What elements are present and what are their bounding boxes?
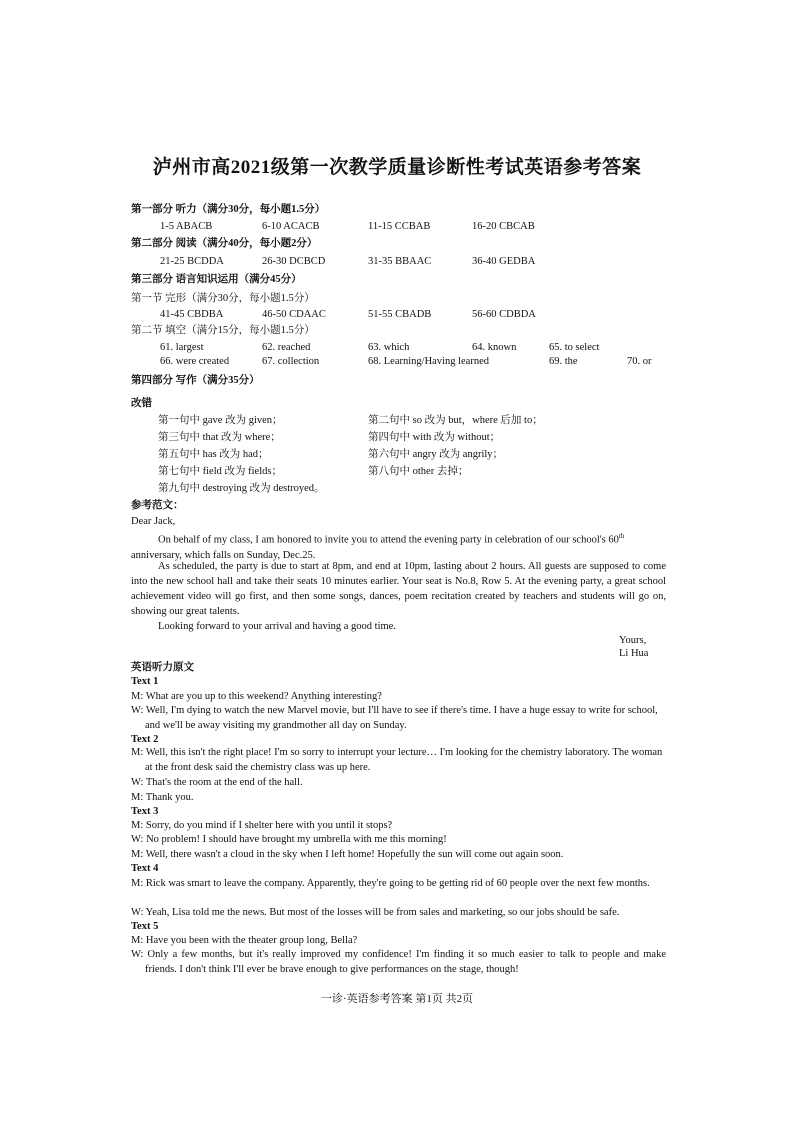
transcript-line: M: What are you up to this weekend? Anything interesting?: [131, 691, 382, 702]
letter-paragraph: [131, 529, 666, 563]
fill-answer: 62. reached: [262, 342, 311, 353]
answer-group: 36-40 GEDBA: [472, 256, 536, 267]
letter-greeting: Dear Jack,: [131, 516, 176, 527]
correction-item: 第二句中 so 改为 but，where 后加 to；: [368, 415, 543, 426]
correction-item: 第三句中 that 改为 where；: [158, 432, 281, 443]
page-footer: 一诊·英语参考答案 第1页 共2页: [320, 993, 474, 1005]
part1-heading: 第一部分 听力（满分30分，每小题1.5分）: [131, 204, 326, 215]
transcript-line: W: No problem! I should have brought my umbrella with me this morning!: [131, 834, 447, 845]
transcript-line: M: Well, this isn't the right place! I'm so sorry to interrupt your lecture… I'm looking for the chemistry laboratory. The woman at the front desk said the chemistry class was up here.: [131, 747, 663, 773]
transcript-line: M: Thank you.: [131, 792, 194, 803]
fill-answer: 67. collection: [262, 356, 320, 367]
fill-answer: 64. known: [472, 342, 517, 353]
answer-group: 51-55 CBADB: [368, 309, 432, 320]
listening-heading: 英语听力原文: [131, 662, 194, 673]
correction-item: 第六句中 angry 改为 angrily；: [368, 449, 504, 460]
letter-paragraph-text: On behalf of my class, I am honored to invite you to attend the evening party in celebration of our school's 60: [158, 534, 619, 546]
answer-group: 26-30 DCBCD: [262, 256, 326, 267]
answer-group: 31-35 BBAAC: [368, 256, 432, 267]
answer-group: 16-20 CBCAB: [472, 221, 535, 232]
correction-item: 第四句中 with 改为 without；: [368, 432, 501, 443]
transcript-line: W: Well, I'm dying to watch the new Marvel movie, but I'll have to see if there's time. I have a huge essay to write for school, and we'll be away visiting my grandmother all day on Sunday.: [131, 705, 658, 731]
transcript-line: W: That's the room at the end of the hall.: [131, 777, 303, 788]
text-label: Text 4: [131, 863, 159, 874]
letter-paragraph: Looking forward to your arrival and having a good time.: [158, 621, 396, 632]
letter-closing: Yours,: [619, 635, 647, 646]
fill-answer: 63. which: [368, 342, 410, 353]
answer-group: 11-15 CCBAB: [368, 221, 431, 232]
transcript-line: W: Yeah, Lisa told me the news. But most of the losses will be from sales and marketing, so our jobs should be safe.: [131, 907, 620, 918]
fill-answer: 69. the: [549, 356, 578, 367]
text-label: Text 3: [131, 806, 159, 817]
transcript-line: M: Sorry, do you mind if I shelter here with you until it stops?: [131, 820, 393, 831]
correction-item: 第五句中 has 改为 had；: [158, 449, 269, 460]
answer-group: 41-45 CBDBA: [160, 309, 224, 320]
fill-answer: 68. Learning/Having learned: [368, 356, 489, 367]
fill-answer: 70. or: [627, 356, 652, 367]
part3-section2-heading: 第二节 填空（满分15分，每小题1.5分）: [131, 325, 315, 336]
answer-group: 6-10 ACACB: [262, 221, 320, 232]
answer-group: 21-25 BCDDA: [160, 256, 224, 267]
fill-answer: 61. largest: [160, 342, 204, 353]
correction-item: 第七句中 field 改为 fields；: [158, 466, 282, 477]
answer-group: 1-5 ABACB: [160, 221, 213, 232]
correction-item: 第九句中 destroying 改为 destroyed。: [158, 483, 325, 494]
fill-answer: 65. to select: [549, 342, 600, 353]
part3-section1-heading: 第一节 完形（满分30分，每小题1.5分）: [131, 293, 315, 304]
sample-heading: 参考范文：: [131, 500, 184, 511]
transcript-line: M: Well, there wasn't a cloud in the sky when I left home! Hopefully the sun will come out again soon.: [131, 849, 564, 860]
letter-signature: Li Hua: [619, 648, 649, 659]
part3-heading: 第三部分 语言知识运用（满分45分）: [131, 274, 302, 285]
part2-heading: 第二部分 阅读（满分40分，每小题2分）: [131, 238, 318, 249]
correction-heading: 改错: [131, 398, 152, 409]
ordinal-suffix: th: [618, 532, 625, 540]
transcript-line: M: Rick was smart to leave the company. Apparently, they're going to be getting rid of 60 people over the next few months.: [131, 878, 650, 889]
part4-heading: 第四部分 写作（满分35分）: [131, 375, 260, 386]
page-title: 泸州市高2021级第一次教学质量诊断性考试英语参考答案: [152, 157, 642, 178]
letter-paragraph-text: anniversary, which falls on Sunday, Dec.25.: [131, 549, 316, 561]
fill-answer: 66. were created: [160, 356, 230, 367]
transcript-line: M: Have you been with the theater group long, Bella?: [131, 935, 358, 946]
transcript-line: W: Only a few months, but it's really improved my confidence! I'm finding it so much easier to talk to people and make friends. I don't think I'll ever be brave enough to give performances on the stage, though!: [131, 949, 666, 975]
text-label: Text 2: [131, 734, 159, 745]
letter-paragraph: As scheduled, the party is due to start at 8pm, and end at 10pm, lasting about 2 hours. All guests are supposed to come into the new school hall and take their seats 10 minutes earlier. Your seat is No.8, Row 5. At the evening party, a great school achievement video will go first, and then some songs, dances, poem recitation created by teachers and students will go on, showing our great talents.: [131, 561, 666, 617]
answer-group: 46-50 CDAAC: [262, 309, 326, 320]
correction-item: 第一句中 gave 改为 given；: [158, 415, 283, 426]
answer-group: 56-60 CDBDA: [472, 309, 536, 320]
correction-item: 第八句中 other 去掉；: [368, 466, 469, 477]
text-label: Text 5: [131, 921, 159, 932]
text-label: Text 1: [131, 676, 159, 687]
